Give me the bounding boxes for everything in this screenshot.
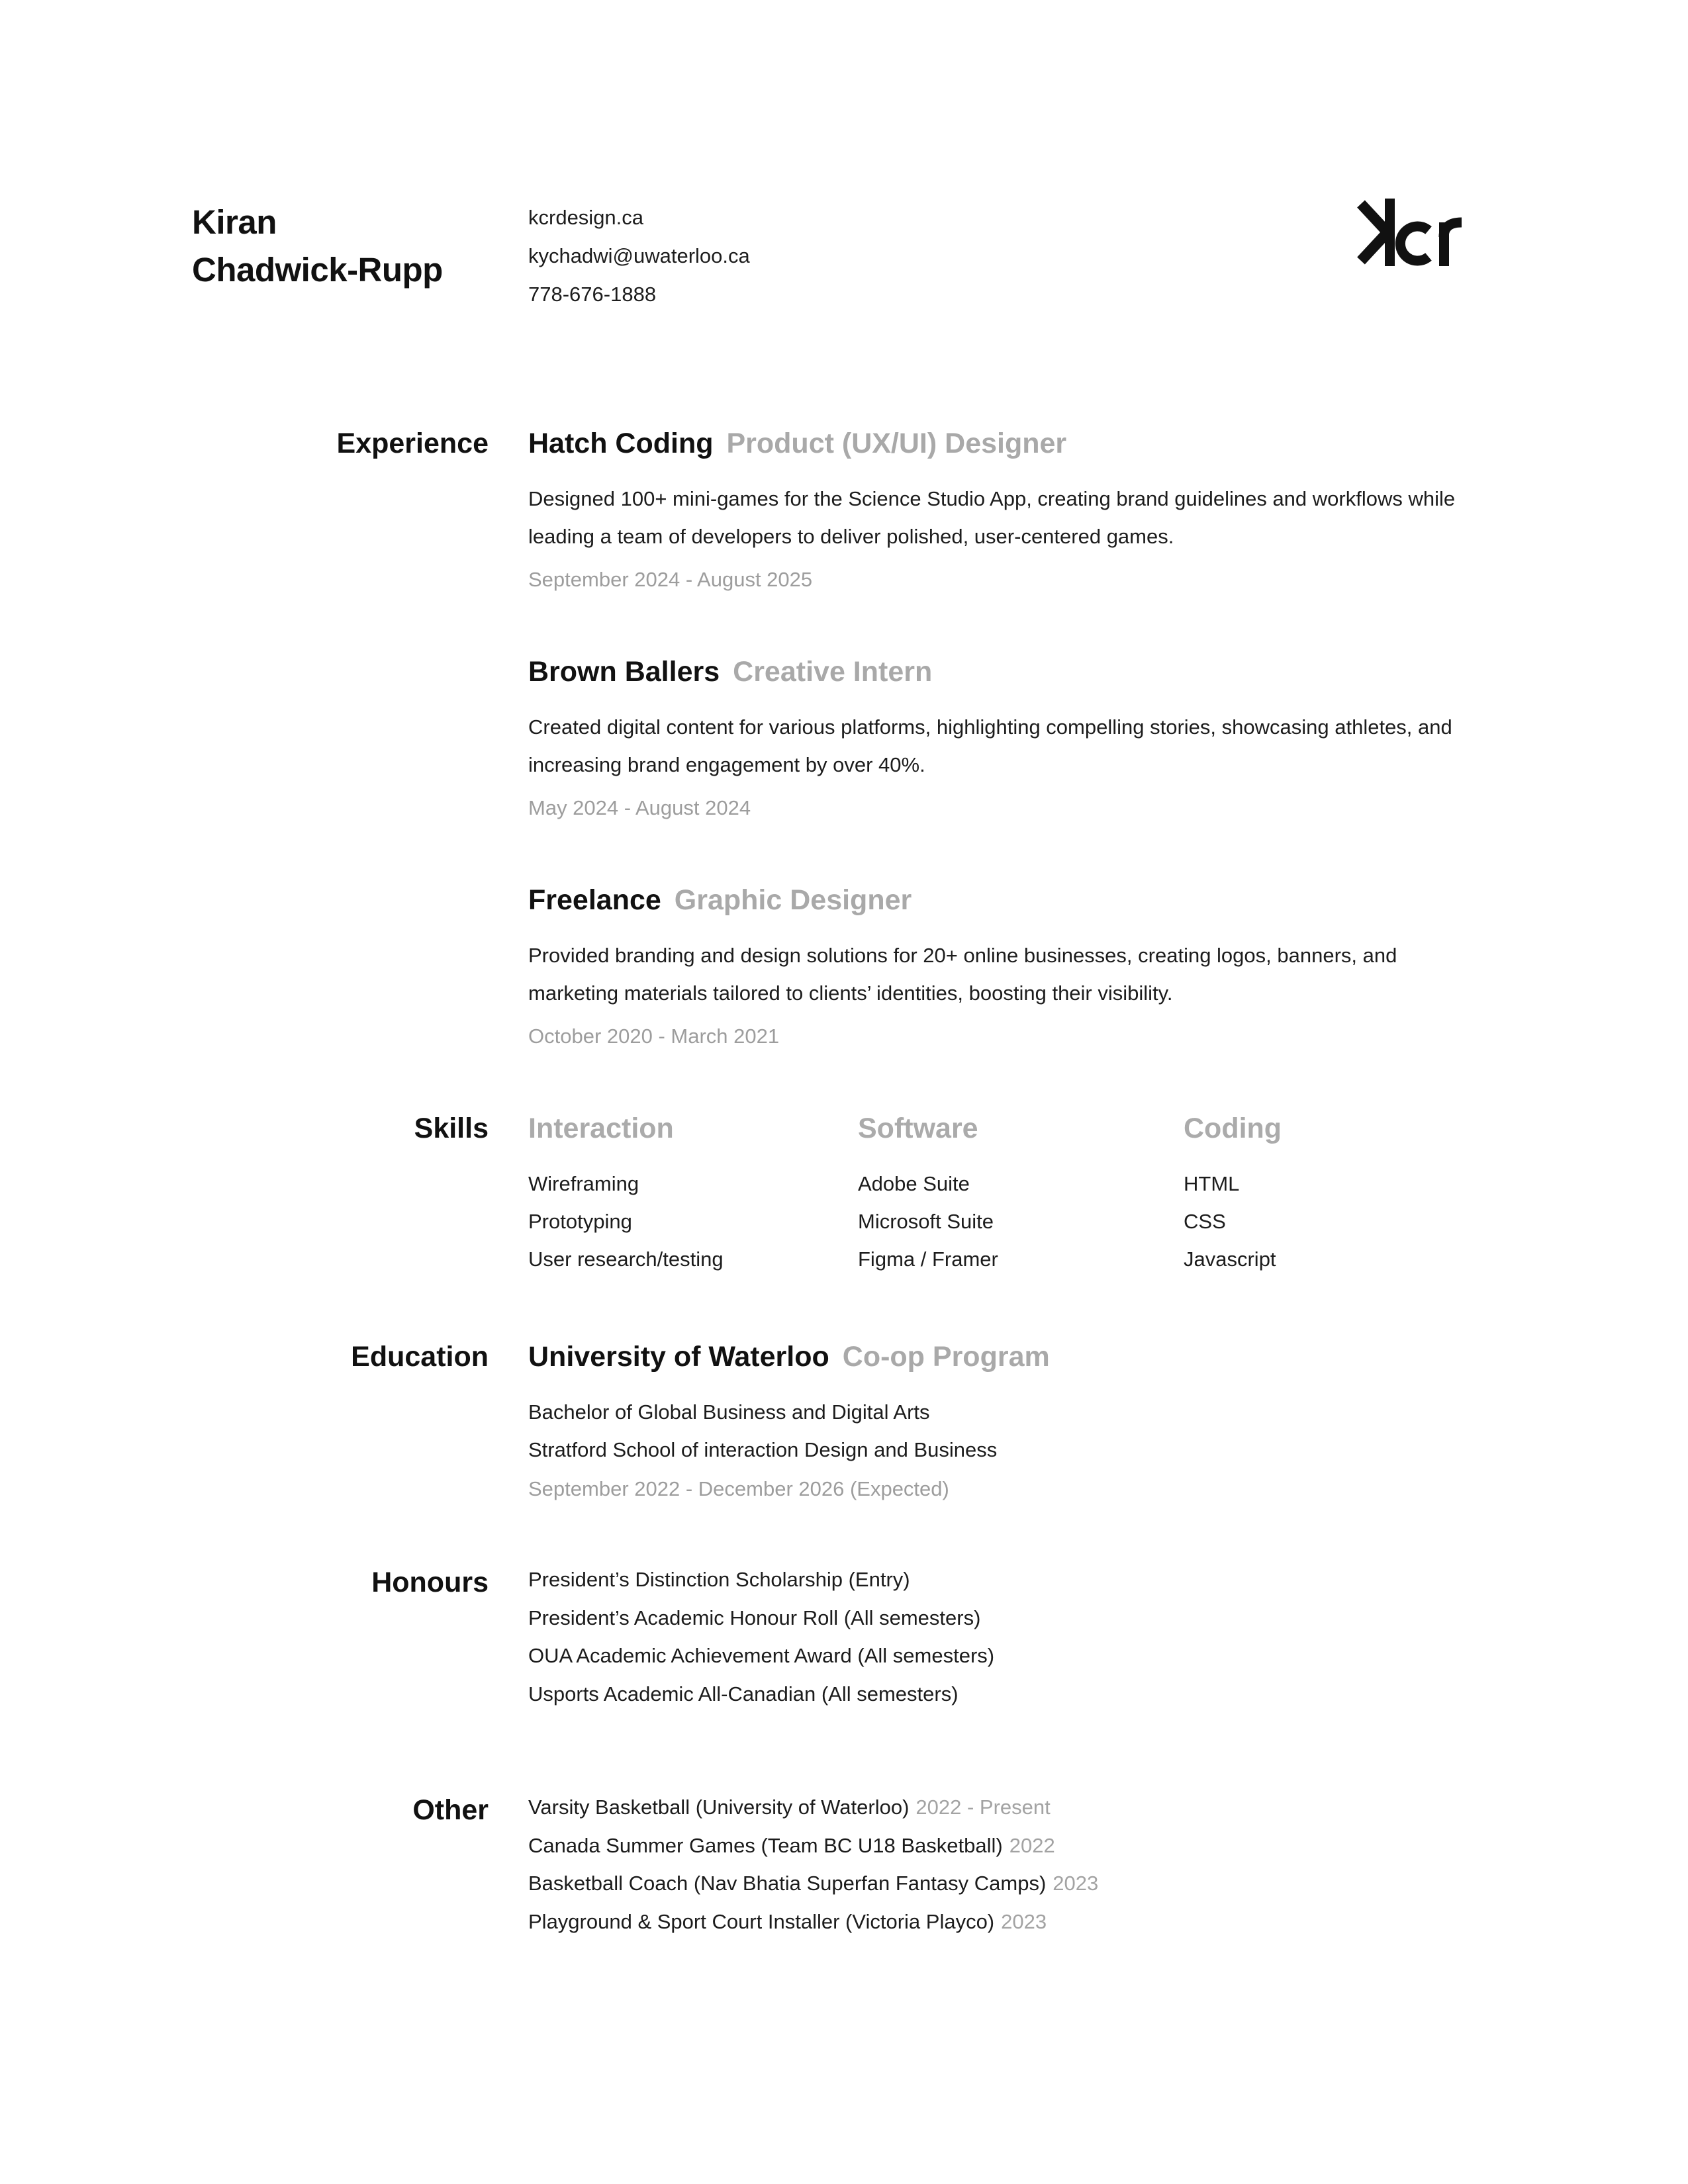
other-item-activity: Basketball Coach (Nav Bhatia Superfan Fantasy Camps) xyxy=(528,1872,1047,1895)
skill-item: Javascript xyxy=(1184,1247,1276,1271)
skill-item: HTML xyxy=(1184,1171,1240,1195)
skills-items xyxy=(858,1165,1162,1278)
contact-website: kcrdesign.ca xyxy=(528,206,644,229)
skills-column-software xyxy=(858,1112,1162,1278)
other-item xyxy=(528,1864,1098,1903)
skills-items xyxy=(528,1165,833,1278)
section-label-other: Other xyxy=(412,1794,489,1826)
degree-line: Stratford School of interaction Design and Business xyxy=(528,1438,998,1462)
job-entry-hatch-coding xyxy=(528,427,1481,596)
honour-item: OUA Academic Achievement Award (All semesters) xyxy=(528,1644,995,1668)
other-item-activity: Varsity Basketball (University of Waterloo) xyxy=(528,1796,910,1819)
role-title: Graphic Designer xyxy=(674,884,912,916)
skills-column-title: Interaction xyxy=(528,1113,674,1144)
company-name: Hatch Coding xyxy=(528,428,714,459)
skill-item: Microsoft Suite xyxy=(858,1209,994,1233)
other-list xyxy=(528,1788,1098,1941)
skill-item: Figma / Framer xyxy=(858,1247,998,1271)
kcr-logo xyxy=(1354,196,1471,271)
education-heading xyxy=(528,1340,1050,1375)
honour-item: President’s Academic Honour Roll (All semesters) xyxy=(528,1606,981,1629)
job-entry-brown-ballers xyxy=(528,655,1481,825)
education-entry xyxy=(528,1340,1050,1501)
job-entry-freelance xyxy=(528,884,1481,1053)
skills-items xyxy=(1184,1165,1488,1278)
other-item-dates: 2023 xyxy=(1053,1872,1099,1895)
section-label-honours: Honours xyxy=(371,1567,489,1598)
job-heading xyxy=(528,655,1481,690)
job-dates: October 2020 - March 2021 xyxy=(528,1024,780,1048)
company-name: Freelance xyxy=(528,884,661,916)
skill-item: CSS xyxy=(1184,1209,1226,1233)
skill-item: Adobe Suite xyxy=(858,1171,970,1195)
role-title: Creative Intern xyxy=(733,656,933,688)
other-item-dates: 2023 xyxy=(1001,1909,1047,1933)
last-name: Chadwick-Rupp xyxy=(192,251,443,289)
skills-column-title: Coding xyxy=(1184,1113,1282,1144)
job-description: Created digital content for various platforms, highlighting compelling stories, showcasing athletes, and increasing brand engagement by over 40%. xyxy=(528,715,1452,776)
job-description: Provided branding and design solutions for 20+ online businesses, creating logos, banners, and marketing materials tailored to clients’ identities, boosting their visibility. xyxy=(528,943,1397,1005)
skills-section xyxy=(528,1112,1489,1310)
section-label-experience: Experience xyxy=(336,428,489,459)
education-details xyxy=(528,1393,1050,1469)
section-label-skills: Skills xyxy=(414,1113,489,1144)
job-dates: May 2024 - August 2024 xyxy=(528,796,751,820)
section-label-education: Education xyxy=(351,1341,489,1373)
job-heading xyxy=(528,427,1481,461)
contact-email: kychadwi@uwaterloo.ca xyxy=(528,244,750,267)
contact-phone: 778-676-1888 xyxy=(528,282,657,306)
company-name: Brown Ballers xyxy=(528,656,720,688)
other-item xyxy=(528,1903,1098,1941)
skill-item: User research/testing xyxy=(528,1247,724,1271)
job-dates: September 2024 - August 2025 xyxy=(528,568,813,592)
job-heading xyxy=(528,884,1481,918)
job-description: Designed 100+ mini-games for the Science Studio App, creating brand guidelines and workflows while leading a team of developers to deliver polished, user-centered games. xyxy=(528,486,1456,548)
other-item-activity: Canada Summer Games (Team BC U18 Basketball) xyxy=(528,1833,1003,1857)
skills-column-title: Software xyxy=(858,1113,978,1144)
honours-list xyxy=(528,1561,994,1713)
other-item xyxy=(528,1827,1098,1865)
other-item xyxy=(528,1788,1098,1827)
skills-column-interaction xyxy=(528,1112,833,1278)
degree-line: Bachelor of Global Business and Digital Arts xyxy=(528,1400,930,1424)
other-item-dates: 2022 - Present xyxy=(915,1796,1051,1819)
honour-item: President’s Distinction Scholarship (Entry) xyxy=(528,1568,910,1591)
kcr-logo-icon xyxy=(1354,196,1471,269)
school-name: University of Waterloo xyxy=(528,1341,829,1373)
skills-column-coding xyxy=(1184,1112,1488,1278)
honour-item: Usports Academic All-Canadian (All semesters) xyxy=(528,1682,959,1706)
skill-item: Wireframing xyxy=(528,1171,639,1195)
role-title: Product (UX/UI) Designer xyxy=(726,428,1067,459)
education-dates: September 2022 - December 2026 (Expected) xyxy=(528,1477,949,1500)
other-item-dates: 2022 xyxy=(1009,1833,1055,1857)
person-name xyxy=(192,199,443,295)
first-name: Kiran xyxy=(192,203,277,241)
contact-info xyxy=(528,199,750,314)
other-item-activity: Playground & Sport Court Installer (Victoria Playco) xyxy=(528,1909,995,1933)
program-name: Co-op Program xyxy=(842,1341,1050,1373)
skill-item: Prototyping xyxy=(528,1209,632,1233)
